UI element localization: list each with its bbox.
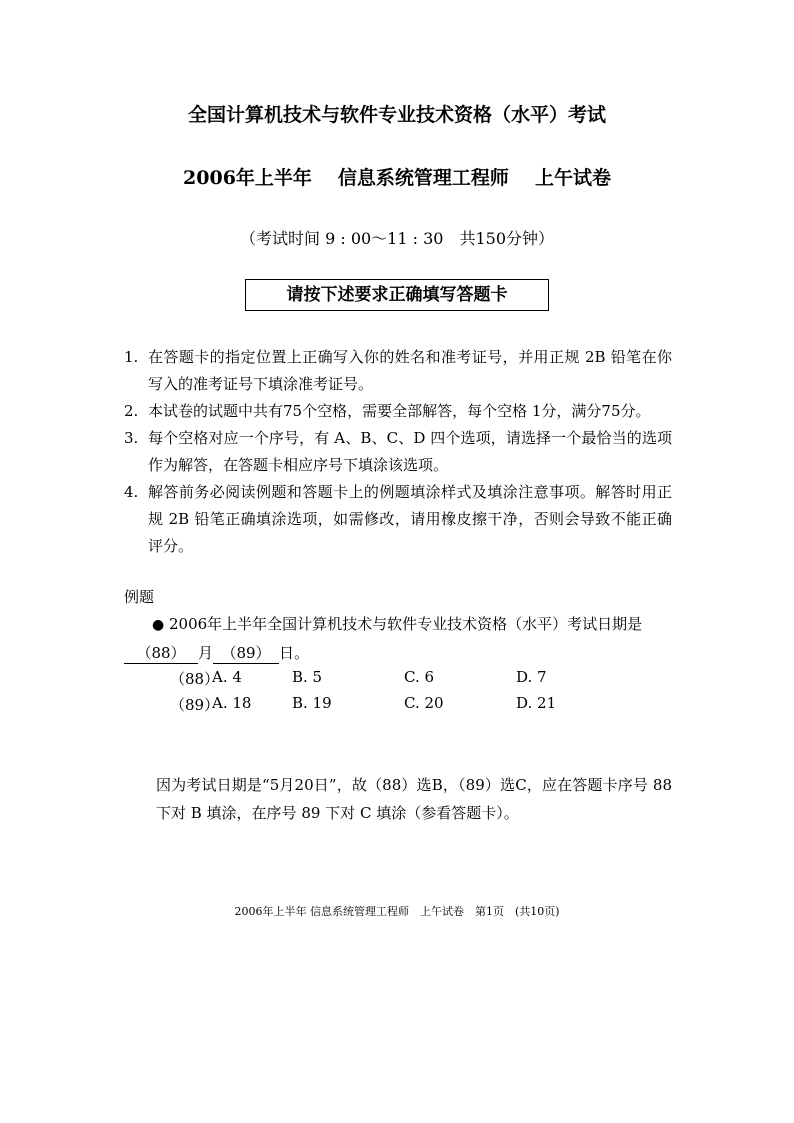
rule-item — [124, 344, 672, 398]
option-b: B. 5 — [292, 668, 323, 686]
option-c: C. 6 — [404, 668, 435, 686]
option-d: D. 21 — [516, 694, 557, 712]
example-question — [124, 610, 672, 667]
exam-title: 全国计算机技术与软件专业技术资格（水平）考试 — [187, 104, 606, 126]
rule-item — [124, 425, 672, 479]
rule-number: 4. — [124, 483, 139, 501]
rule-text: 本试卷的试题中共有75个空格，需要全部解答，每个空格 1分，满分75分。 — [148, 402, 651, 420]
example-explanation: 因为考试日期是“5月20日”，故（88）选B，（89）选C，应在答题卡序号 88 下对 B 填涂，在序号 89 下对 C 填涂（参看答题卡）。 — [156, 776, 672, 822]
exam-paper: 上午试卷 — [534, 167, 611, 189]
option-number: （89） — [170, 696, 220, 714]
rule-text: 在答题卡的指定位置上正确写入你的姓名和准考证号，并用正规 2B 铅笔在你写入的准考证号下填涂准考证号。 — [148, 348, 672, 393]
option-b: B. 19 — [292, 694, 332, 712]
exam-subtitle — [0, 163, 794, 190]
rule-number: 3. — [124, 429, 139, 447]
rule-number: 2. — [124, 402, 139, 420]
option-number: （88） — [170, 670, 220, 688]
exam-time: （考试时间 9 : 00～11 : 30 共150分钟） — [239, 229, 554, 248]
rule-item — [124, 479, 672, 560]
option-c: C. 20 — [404, 694, 444, 712]
month-label: 月 — [198, 644, 214, 662]
rule-item — [124, 398, 672, 425]
rule-text: 解答前务必阅读例题和答题卡上的例题填涂样式及填涂注意事项。解答时用正规 2B 铅笔正确填涂选项，如需修改，请用橡皮擦干净，否则会导致不能正确评分。 — [148, 483, 672, 555]
option-a: A. 4 — [212, 668, 242, 686]
option-d: D. 7 — [516, 668, 547, 686]
option-a: A. 18 — [212, 694, 252, 712]
example-label: 例题 — [124, 588, 155, 606]
page-footer: 2006年上半年 信息系统管理工程师 上午试卷 第1页 (共10页) — [234, 905, 560, 918]
example-question-text: 2006年上半年全国计算机技术与软件专业技术资格（水平）考试日期是 — [169, 615, 643, 633]
answer-blank-89: （89） — [213, 643, 279, 664]
exam-name: 信息系统管理工程师 — [337, 167, 509, 189]
bullet-icon: ● — [152, 617, 165, 633]
answer-blank-88: （88） — [124, 643, 198, 664]
exam-year: 2006年上半年 — [183, 167, 312, 189]
day-label: 日。 — [279, 644, 310, 662]
rule-text: 每个空格对应一个序号，有 A、B、C、D 四个选项，请选择一个最恰当的选项作为解答，在答题卡相应序号下填涂该选项。 — [148, 429, 672, 474]
rule-number: 1. — [124, 348, 139, 366]
instructions-box: 请按下述要求正确填写答题卡 — [245, 279, 549, 311]
rules-list — [124, 344, 672, 560]
